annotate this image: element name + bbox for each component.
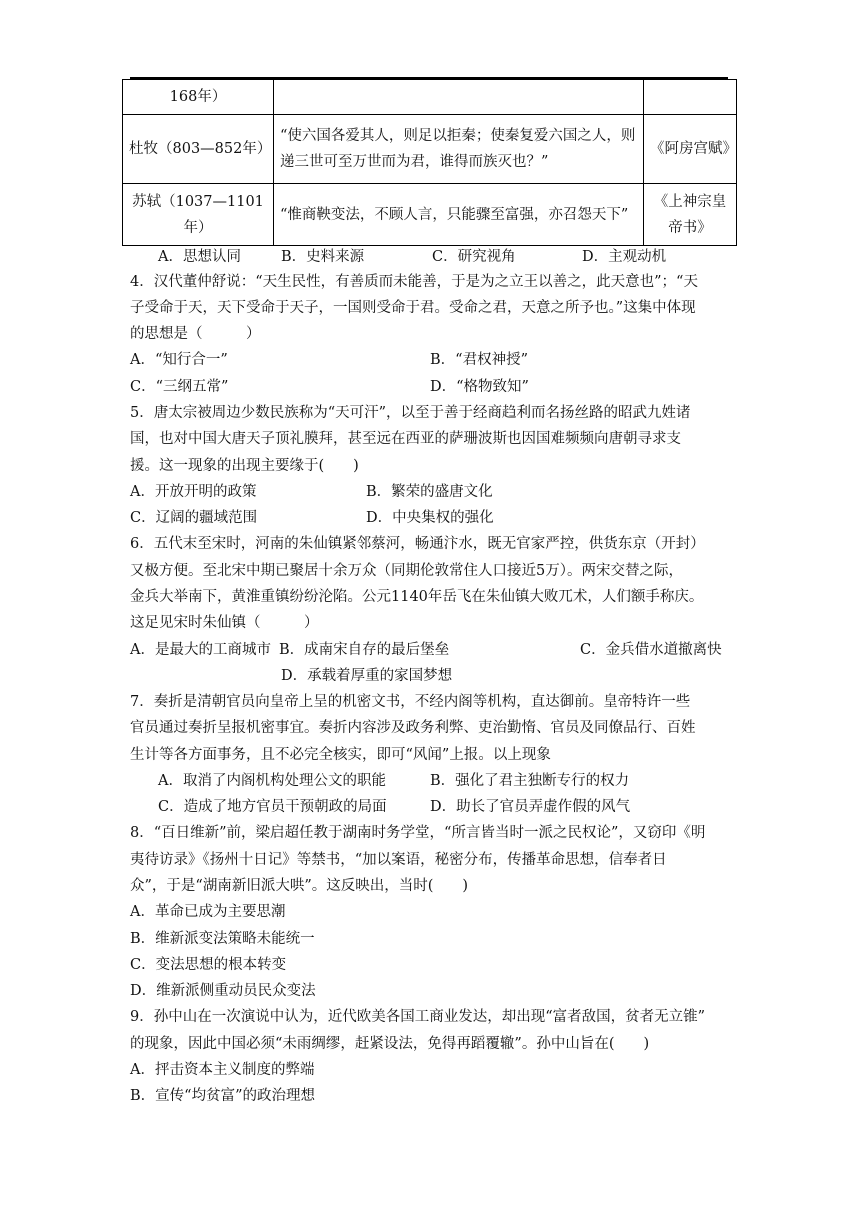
option-a[interactable]: A．开放开明的政策 — [130, 484, 257, 500]
table-row — [123, 80, 737, 115]
question-6-line: 6．五代末至宋时，河南的朱仙镇紧邻蔡河，畅通汴水，既无官家严控，供货东京（开封） — [130, 536, 705, 552]
question-6-line: 又极方便。至北宋中期已聚居十余万众（同期伦敦常住人口接近5万）。两宋交替之际， — [130, 563, 683, 579]
option-d[interactable]: D．维新派侧重动员民众变法 — [130, 983, 316, 999]
question-8-line: 8．“百日维新”前，梁启超任教于湖南时务学堂，“所言皆当时一派之民权论”，又窃印《明 — [130, 825, 706, 841]
option-c[interactable]: C．“三纲五常” — [130, 379, 229, 395]
author-cell: 168年） — [123, 80, 274, 115]
question-7-line: 生计等各方面事务，且不必完全核实，即可“风闻”上报。以上现象 — [130, 747, 551, 763]
table-row — [123, 115, 737, 184]
option-a[interactable]: A．革命已成为主要思潮 — [130, 904, 286, 920]
option-b[interactable]: B．“君权神授” — [430, 352, 528, 368]
source-cell — [644, 80, 737, 115]
option-d[interactable]: D．中央集权的强化 — [366, 510, 494, 526]
option-d[interactable]: D．助长了官员弄虚作假的风气 — [430, 799, 631, 815]
question-8-line: 众”，于是“湖南新旧派大哄”。这反映出，当时( ) — [130, 878, 469, 894]
option-c[interactable]: C．金兵借水道撤离快 — [580, 642, 722, 658]
question-4-line: 4．汉代董仲舒说：“天生民性，有善质而未能善，于是为之立王以善之，此天意也”；“天 — [130, 274, 698, 290]
option-b[interactable]: B．维新派变法策略未能统一 — [130, 931, 315, 947]
question-9-line: 的现象，因此中国必须“未雨绸缪，赶紧设法，免得再蹈覆辙”。孙中山旨在( ) — [130, 1036, 650, 1052]
question-8-line: 夷待访录》《扬州十日记》等禁书，“加以案语，秘密分布，传播革命思想，信奉者日 — [130, 852, 667, 868]
author-cell: 杜牧（803—852年） — [123, 115, 274, 184]
option-d[interactable]: D．“格物致知” — [430, 379, 529, 395]
question-6-line: 金兵大举南下，黄淮重镇纷纷沦陷。公元1140年岳飞在朱仙镇大败兀术，人们额手称庆。 — [130, 589, 704, 605]
option-a[interactable]: A．是最大的工商城市 — [130, 642, 271, 658]
option-b[interactable]: B．繁荣的盛唐文化 — [366, 484, 493, 500]
quote-cell: “惟商鞅变法，不顾人言，只能骤至富强，亦召怨天下” — [274, 184, 644, 246]
option-b[interactable]: B．宣传“均贫富”的政治理想 — [130, 1088, 315, 1104]
option-d[interactable]: D．主观动机 — [582, 249, 667, 265]
option-c[interactable]: C．研究视角 — [432, 249, 516, 265]
question-5-line: 援。这一现象的出现主要缘于( ) — [130, 458, 359, 474]
option-c[interactable]: C．造成了地方官员干预朝政的局面 — [158, 799, 387, 815]
option-a[interactable]: A．抨击资本主义制度的弊端 — [130, 1062, 315, 1078]
quote-cell — [274, 80, 644, 115]
option-b[interactable]: B．史料来源 — [281, 249, 365, 265]
option-a[interactable]: A．“知行合一” — [130, 352, 228, 368]
question-9-line: 9．孙中山在一次演说中认为，近代欧美各国工商业发达，却出现“富者敌国，贫者无立锥” — [130, 1009, 706, 1025]
option-c[interactable]: C．变法思想的根本转变 — [130, 957, 287, 973]
option-d[interactable]: D．承载着厚重的家国梦想 — [281, 668, 453, 684]
question-4-line: 的思想是（ ） — [130, 326, 261, 342]
question-7-line: 7．奏折是清朝官员向皇帝上呈的机密文书，不经内阁等机构，直达御前。皇帝特许一些 — [130, 694, 691, 710]
table-row — [123, 184, 737, 246]
source-table — [122, 79, 737, 246]
question-4-line: 子受命于天，天下受命于天子，一国则受命于君。受命之君，天意之所予也。”这集中体现 — [130, 300, 696, 316]
option-a[interactable]: A．思想认同 — [158, 249, 241, 265]
option-b[interactable]: B．成南宋自存的最后堡垒 — [279, 642, 450, 658]
source-cell: 《阿房宫赋》 — [644, 115, 737, 184]
option-a[interactable]: A．取消了内阁机构处理公文的职能 — [158, 773, 386, 789]
question-7-line: 官员通过奏折呈报机密事宜。奏折内容涉及政务利弊、吏治勤惰、官员及同僚品行、百姓 — [130, 720, 696, 736]
question-5-line: 国，也对中国大唐天子顶礼膜拜，甚至远在西亚的萨珊波斯也因国难频频向唐朝寻求支 — [130, 431, 681, 447]
source-cell: 《上神宗皇帝书》 — [644, 184, 737, 246]
option-c[interactable]: C．辽阔的疆域范围 — [130, 510, 258, 526]
question-6-line: 这足见宋时朱仙镇（ ） — [130, 615, 319, 631]
quote-cell: “使六国各爱其人，则足以拒秦；使秦复爱六国之人，则递三世可至万世而为君，谁得而族灭也？” — [274, 115, 644, 184]
option-b[interactable]: B．强化了君主独断专行的权力 — [430, 773, 630, 789]
author-cell: 苏轼（1037—1101年） — [123, 184, 274, 246]
question-5-line: 5．唐太宗被周边少数民族称为“天可汗”，以至于善于经商趋利而名扬丝路的昭武九姓诸 — [130, 405, 691, 421]
